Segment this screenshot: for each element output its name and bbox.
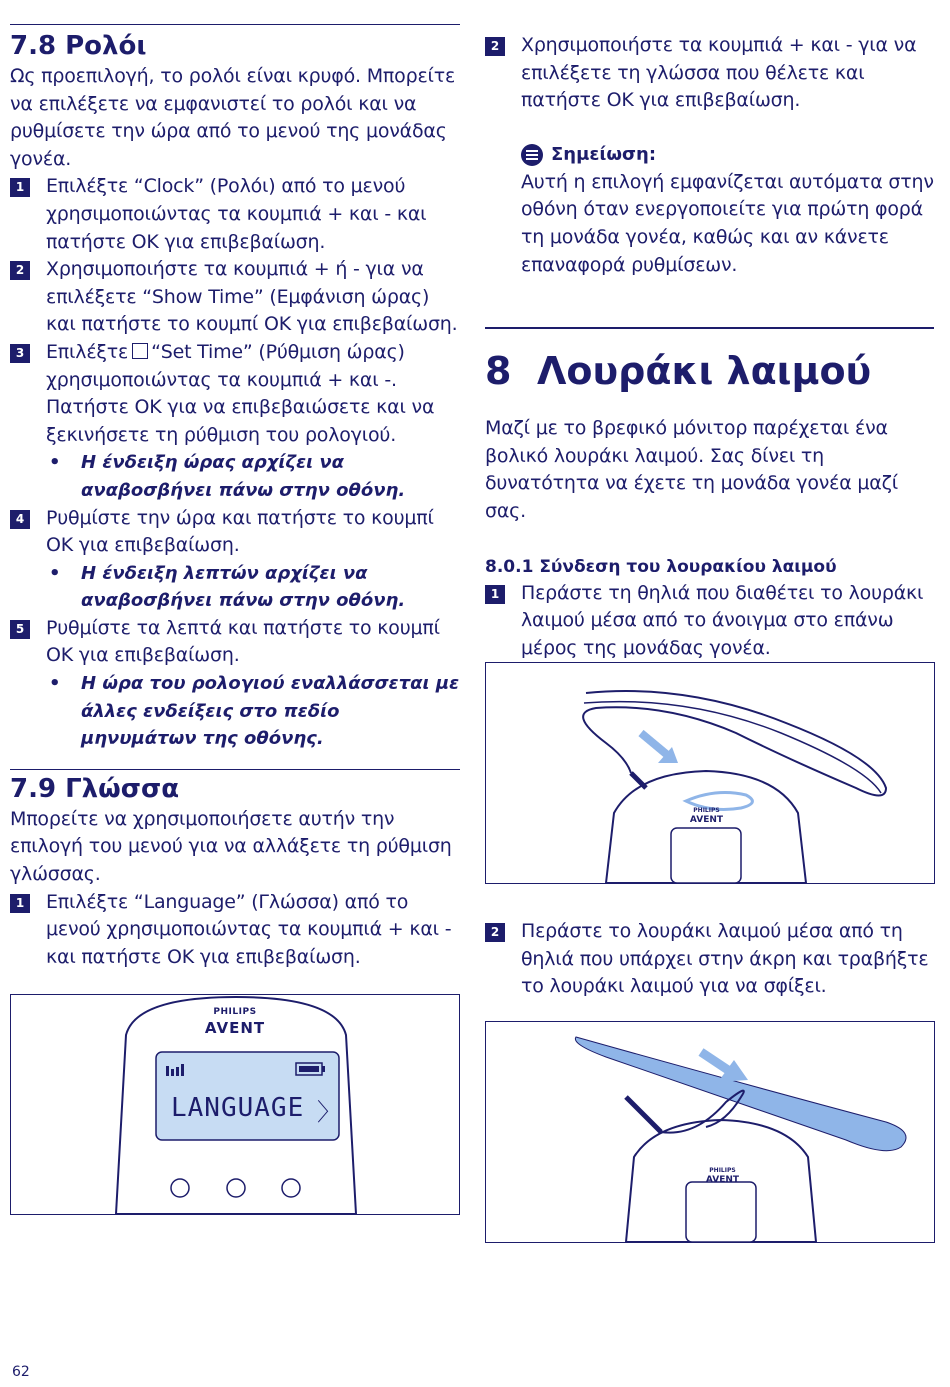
step-text-after: “Set Time” (Ρύθμιση ώρας) χρησιμοποιώντας τα κουμπιά + και -. Πατήστε OK για να επιβεβαιώσετε και να ξεκινήσετε τη ρύθμιση του ρολογιού. [46, 340, 435, 446]
step-text: Ρυθμίστε την ώρα και πατήστε το κουμπί OK για επιβεβαίωση. [46, 506, 434, 557]
step-text: Περάστε το λουράκι λαιμού μέσα από τη θηλιά που υπάρχει στην άκρη και τραβήξτε το λουράκι λαιμού για να σφίξει. [521, 920, 929, 998]
bullet-icon: • [49, 452, 61, 474]
lcd-arrow-icon: 〉 [317, 1098, 341, 1126]
parent-unit-language-figure [10, 994, 460, 1215]
left-column [10, 24, 460, 971]
step-text: Χρησιμοποιήστε τα κουμπιά + ή - για να επιλέξετε “Show Time” (Εμφάνιση ώρας) και πατήστε το κουμπί OK για επιβεβαίωση. [46, 258, 458, 336]
clock-step-3-result [10, 449, 460, 504]
bullet-text: Η ώρα του ρολογιού εναλλάσσεται με άλλες ενδείξεις στο πεδίο μηνυμάτων της οθόνης. [81, 673, 460, 750]
lcd-display-text: LANGUAGE [171, 1093, 305, 1123]
brand-avent-logo: AVENT [204, 1019, 266, 1037]
clock-step-5-result [10, 670, 460, 753]
note-box [485, 141, 935, 279]
neck-strap-figure-2 [485, 1021, 935, 1243]
neck-strap-figure-1 [485, 662, 935, 884]
step-number: 4 [10, 510, 30, 529]
bullet-text: Η ένδειξη ώρας αρχίζει να αναβοσβήνει πάνω στην οθόνη. [81, 452, 406, 501]
brand-philips-logo: PHILIPS [693, 807, 720, 814]
chapter-title-text: Λουράκι λαιμού [537, 349, 872, 394]
bullet-icon: • [49, 562, 61, 584]
step-number: 1 [485, 585, 505, 604]
step-number: 1 [10, 894, 30, 913]
step-text: Επιλέξτε “Language” (Γλώσσα) από το μενού χρησιμοποιώντας τα κουμπιά + και - και πατήστε OK για επιβεβαίωση. [46, 890, 452, 968]
chapter-number: 8 [485, 349, 512, 394]
strap-step-1 [485, 580, 935, 663]
language-step-2 [485, 32, 935, 115]
chapter-divider [485, 327, 934, 329]
page-number: 62 [12, 1364, 30, 1380]
strap-step-2 [485, 918, 935, 1001]
language-intro: Μπορείτε να χρησιμοποιήσετε αυτήν την επιλογή του μενού για να αλλάξετε τη ρύθμιση γλώσσας. [10, 807, 452, 886]
section-title-language: 7.9 Γλώσσα [10, 773, 180, 804]
step-number: 2 [10, 261, 30, 280]
brand-philips-logo: PHILIPS [213, 1007, 257, 1017]
step-text-before: Επιλέξτε [46, 340, 129, 363]
clock-intro: Ως προεπιλογή, το ρολόι είναι κρυφό. Μπορείτε να επιλέξετε να εμφανιστεί το ρολόι και να ρυθμίσετε την ώρα από το μενού της μονάδας γονέα. [10, 65, 456, 170]
neck-strap-illustration-2 [486, 1022, 934, 1242]
right-column [485, 32, 935, 662]
clock-step-3 [10, 339, 460, 449]
language-step-1 [10, 889, 460, 972]
chapter-title [485, 347, 935, 395]
step-text: Χρησιμοποιήστε τα κουμπιά + και - για να επιλέξετε τη γλώσσα που θέλετε και πατήστε OK για επιβεβαίωση. [521, 34, 917, 112]
section-divider [10, 24, 460, 25]
note-icon [521, 144, 543, 166]
chapter-intro: Μαζί με το βρεφικό μόνιτορ παρέχεται ένα βολικό λουράκι λαιμού. Σας δίνει τη δυνατότητα να έχετε τη μονάδα γονέα μαζί σας. [485, 417, 898, 522]
subsection-title: 8.0.1 Σύνδεση του λουρακίου λαιμού [485, 556, 837, 577]
step-number: 5 [10, 620, 30, 639]
step-number: 2 [485, 923, 505, 942]
brand-philips-logo: PHILIPS [709, 1167, 736, 1174]
brand-avent-logo: AVENT [689, 815, 724, 825]
clock-step-1 [10, 173, 460, 256]
step-number: 1 [10, 178, 30, 197]
note-text: Αυτή η επιλογή εμφανίζεται αυτόματα στην οθόνη όταν ενεργοποιείτε για πρώτη φορά τη μονάδα γονέα, καθώς και αν κάνετε επαναφορά ρυθμίσεων. [521, 170, 934, 276]
step-number: 3 [10, 344, 30, 363]
step-text: Επιλέξτε “Clock” (Ρολόι) από το μενού χρησιμοποιώντας τα κουμπιά + και - και πατήστε OK για επιβεβαίωση. [46, 175, 427, 253]
neck-strap-illustration-1 [486, 663, 934, 883]
right-column-lower [485, 918, 935, 1001]
clock-step-4 [10, 505, 460, 560]
step-text: Ρυθμίστε τα λεπτά και πατήστε το κουμπί OK για επιβεβαίωση. [46, 616, 440, 667]
section-divider [10, 769, 460, 770]
checkbox-icon [132, 343, 148, 359]
brand-avent-logo: AVENT [705, 1175, 740, 1185]
clock-step-2 [10, 256, 460, 339]
step-number: 2 [485, 37, 505, 56]
note-heading [521, 141, 935, 169]
clock-step-4-result [10, 560, 460, 615]
clock-step-5 [10, 615, 460, 670]
bullet-text: Η ένδειξη λεπτών αρχίζει να αναβοσβήνει πάνω στην οθόνη. [81, 562, 406, 612]
section-title-clock: 7.8 Ρολόι [10, 31, 147, 61]
note-title: Σημείωση: [551, 143, 657, 165]
bullet-icon: • [49, 673, 61, 695]
step-text: Περάστε τη θηλιά που διαθέτει το λουράκι λαιμού μέσα από το άνοιγμα στο επάνω μέρος της μονάδας γονέα. [521, 581, 924, 659]
